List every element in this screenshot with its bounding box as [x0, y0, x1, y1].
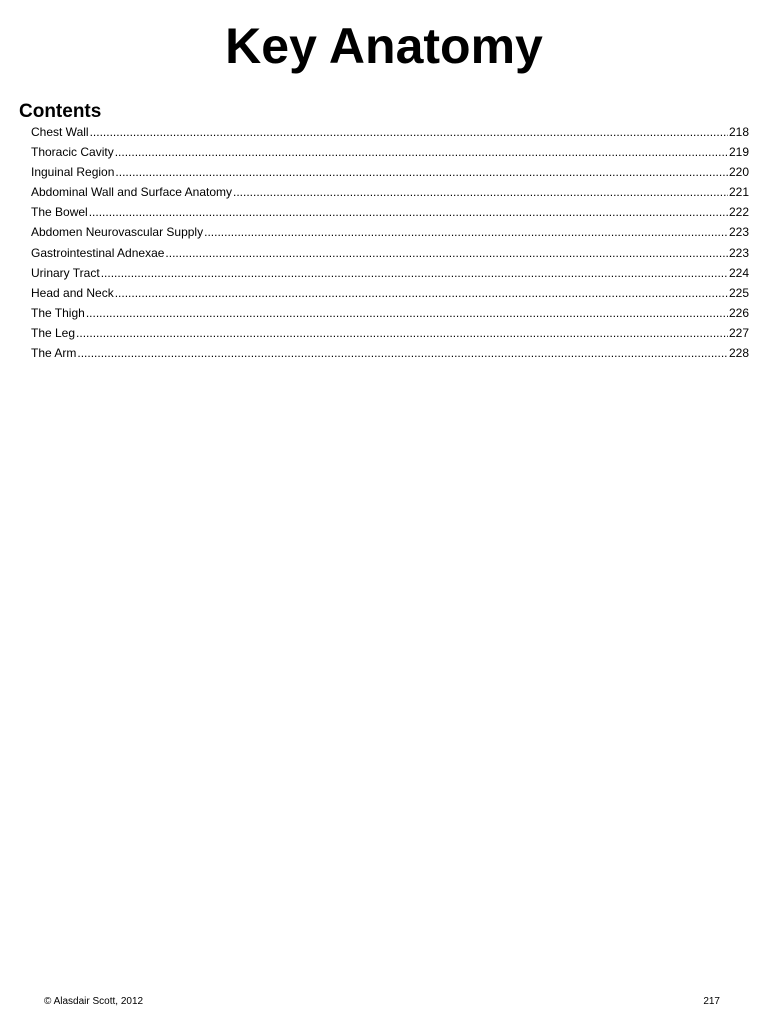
toc-entry-page: 220	[728, 165, 749, 180]
toc-entry-page: 228	[728, 346, 749, 361]
toc-entry-abdominal-wall[interactable]	[31, 182, 749, 202]
toc-entry-title: The Thigh	[31, 305, 85, 320]
toc-entry-urinary-tract[interactable]	[31, 263, 749, 283]
toc-dot-leader	[76, 323, 728, 343]
toc-entry-page: 218	[728, 125, 749, 139]
footer-copyright: © Alasdair Scott, 2012	[44, 996, 144, 1007]
toc-entry-gastrointestinal-adnexae[interactable]	[31, 243, 749, 263]
toc-entry-title: Head and Neck	[31, 285, 114, 300]
toc-entry-title: The Leg	[31, 325, 76, 340]
toc-entry-page: 226	[728, 305, 749, 320]
toc-dot-leader	[86, 303, 728, 323]
toc-entry-abdomen-neurovascular[interactable]	[31, 222, 749, 242]
toc-entry-page: 219	[728, 145, 749, 160]
toc-dot-leader	[89, 202, 728, 222]
toc-dot-leader	[165, 243, 728, 263]
toc-dot-leader	[90, 122, 728, 142]
toc-entry-the-thigh[interactable]	[31, 303, 749, 323]
toc-entry-page: 225	[728, 285, 749, 300]
toc-entry-title: Abdomen Neurovascular Supply	[31, 225, 204, 240]
footer-page-number: 217	[703, 996, 720, 1007]
toc-entry-thoracic-cavity[interactable]	[31, 142, 749, 162]
page-title: Key Anatomy	[225, 18, 543, 74]
toc-entry-page: 222	[728, 205, 749, 220]
toc-dot-leader	[115, 162, 728, 182]
toc-dot-leader	[204, 222, 728, 242]
toc-dot-leader	[115, 142, 728, 162]
toc-entry-page: 221	[728, 185, 749, 200]
toc-dot-leader	[115, 283, 728, 303]
toc-entry-the-bowel[interactable]	[31, 202, 749, 222]
toc-entry-title: Chest Wall	[31, 125, 89, 139]
toc-entry-page: 223	[728, 225, 749, 240]
toc-entry-the-arm[interactable]	[31, 343, 749, 363]
toc-entry-page: 224	[728, 265, 749, 280]
toc-entry-title: The Arm	[31, 346, 77, 361]
toc-entry-title: Abdominal Wall and Surface Anatomy	[31, 185, 232, 200]
table-of-contents	[31, 122, 749, 363]
toc-entry-title: Urinary Tract	[31, 265, 100, 280]
toc-entry-page: 223	[728, 245, 749, 260]
toc-entry-title: The Bowel	[31, 205, 88, 220]
toc-entry-title: Inguinal Region	[31, 165, 115, 180]
toc-entry-inguinal-region[interactable]	[31, 162, 749, 182]
toc-dot-leader	[101, 263, 728, 283]
toc-entry-chest-wall[interactable]	[31, 122, 749, 142]
toc-entry-the-leg[interactable]	[31, 323, 749, 343]
toc-entry-head-and-neck[interactable]	[31, 283, 749, 303]
toc-entry-page: 227	[728, 325, 749, 340]
toc-entry-title: Gastrointestinal Adnexae	[31, 245, 165, 260]
toc-dot-leader	[233, 182, 728, 202]
contents-heading: Contents	[19, 101, 102, 122]
toc-entry-title: Thoracic Cavity	[31, 145, 114, 160]
toc-dot-leader	[77, 343, 728, 363]
